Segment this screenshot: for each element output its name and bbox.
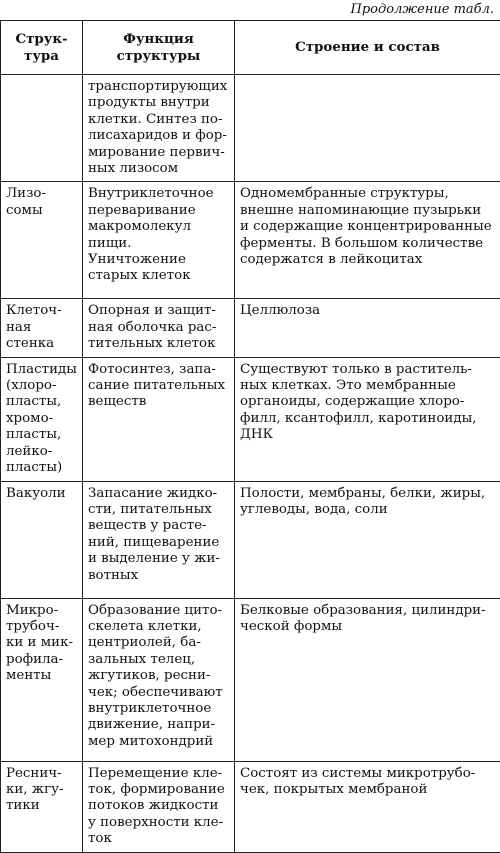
- cell-line: пласты,: [6, 427, 77, 443]
- cell-line: жгутиков, ресни-: [88, 668, 229, 684]
- cell-line: у поверхности кле-: [88, 815, 229, 831]
- cell-line: и содержащие концентрированные: [240, 219, 495, 235]
- table-row: [1, 357, 500, 481]
- cell-line: Состоят из системы микротрубо-: [240, 766, 495, 782]
- cell-line: (хлоро-: [6, 378, 77, 394]
- cell-line: сомы: [6, 203, 77, 219]
- cell-line: ки и мик-: [6, 635, 77, 651]
- cell-line: пласты,: [6, 394, 77, 410]
- header-structure: [1, 21, 83, 75]
- cell-function: [83, 481, 235, 598]
- cell-line: ток: [88, 831, 229, 847]
- cell-line: ДНК: [240, 427, 495, 443]
- cell-line: тительных клеток: [88, 336, 229, 352]
- cell-line: лисахаридов и фор-: [88, 128, 229, 144]
- cell-line: переваривание: [88, 203, 229, 219]
- header-line: тура: [5, 48, 78, 64]
- cell-line: чек; обеспечивают: [88, 685, 229, 701]
- cell-line: продукты внутри: [88, 95, 229, 111]
- cell-composition: [235, 761, 500, 852]
- cell-line: веществ: [88, 394, 229, 410]
- cell-line: и выделение у жи-: [88, 551, 229, 567]
- header-line: Функция: [87, 31, 230, 47]
- table-header-row: [1, 21, 500, 75]
- cell-line: ферменты. В большом количестве: [240, 236, 495, 252]
- cell-structure: [1, 357, 83, 481]
- cell-structure: [1, 481, 83, 598]
- cell-line: Запасание жидко-: [88, 486, 229, 502]
- table-row: [1, 761, 500, 852]
- cell-line: Опорная и защит-: [88, 303, 229, 319]
- cell-line: Лизо-: [6, 186, 77, 202]
- cell-line: рофила-: [6, 652, 77, 668]
- cell-line: сти, питательных: [88, 502, 229, 518]
- cell-line: органоиды, содержащие хлоро-: [240, 394, 495, 410]
- table-row: [1, 299, 500, 357]
- cell-line: вотных: [88, 568, 229, 584]
- table-row: [1, 75, 500, 182]
- cell-line: Существуют только в раститель-: [240, 362, 495, 378]
- cell-line: содержатся в лейкоцитах: [240, 252, 495, 268]
- cell-line: старых клеток: [88, 268, 229, 284]
- cell-line: Вакуоли: [6, 486, 77, 502]
- cell-composition: [235, 75, 500, 182]
- cell-line: Перемещение кле-: [88, 766, 229, 782]
- cell-structure: [1, 75, 83, 182]
- cell-line: клетки. Синтез по-: [88, 112, 229, 128]
- cell-line: ний, пищеварение: [88, 535, 229, 551]
- cell-line: транспортирующих: [88, 79, 229, 95]
- cell-line: филл, ксантофилл, каротиноиды,: [240, 411, 495, 427]
- cell-line: зальных телец,: [88, 652, 229, 668]
- cell-line: Целлюлоза: [240, 303, 495, 319]
- cell-line: Одномембранные структуры,: [240, 186, 495, 202]
- header-line: структуры: [87, 48, 230, 64]
- cell-line: Клеточ-: [6, 303, 77, 319]
- cell-line: трубоч-: [6, 619, 77, 635]
- cell-line: Фотосинтез, запа-: [88, 362, 229, 378]
- cell-line: сание питательных: [88, 378, 229, 394]
- cell-line: стенка: [6, 336, 77, 352]
- cell-line: внешне напоминающие пузырьки: [240, 203, 495, 219]
- cell-function: [83, 761, 235, 852]
- cell-line: макромолекул: [88, 219, 229, 235]
- cell-line: пищи.: [88, 236, 229, 252]
- cell-line: Уничтожение: [88, 252, 229, 268]
- cell-line: движение, напри-: [88, 717, 229, 733]
- header-line: Строение и состав: [239, 39, 496, 55]
- cell-line: менты: [6, 668, 77, 684]
- cell-line: ная: [6, 320, 77, 336]
- cell-structure: [1, 761, 83, 852]
- cell-line: пласты): [6, 460, 77, 476]
- cell-line: потоков жидкости: [88, 798, 229, 814]
- cell-function: [83, 598, 235, 761]
- table-row: [1, 182, 500, 299]
- cell-function: [83, 357, 235, 481]
- cell-line: Микро-: [6, 603, 77, 619]
- cell-line: Реснич-: [6, 766, 77, 782]
- cell-line: Пластиды: [6, 362, 77, 378]
- table-row: [1, 481, 500, 598]
- cell-function: [83, 75, 235, 182]
- cell-line: ческой формы: [240, 619, 495, 635]
- cell-line: хромо-: [6, 411, 77, 427]
- cell-line: ная оболочка рас-: [88, 320, 229, 336]
- cell-composition: [235, 182, 500, 299]
- cell-line: ток, формирование: [88, 782, 229, 798]
- cell-line: лейко-: [6, 444, 77, 460]
- cell-line: Белковые образования, цилиндри-: [240, 603, 495, 619]
- header-line: Струк-: [5, 31, 78, 47]
- cell-line: скелета клетки,: [88, 619, 229, 635]
- table-body: [1, 75, 500, 853]
- table-row: [1, 598, 500, 761]
- cell-structure: [1, 598, 83, 761]
- cell-structure: [1, 182, 83, 299]
- cell-line: ных клетках. Это мембранные: [240, 378, 495, 394]
- cell-line: чек, покрытых мембраной: [240, 782, 495, 798]
- cell-composition: [235, 299, 500, 357]
- cell-line: ки, жгу-: [6, 782, 77, 798]
- cell-function: [83, 299, 235, 357]
- cell-composition: [235, 357, 500, 481]
- cell-composition: [235, 481, 500, 598]
- organelles-table: [0, 20, 500, 853]
- cell-line: Образование цито-: [88, 603, 229, 619]
- cell-structure: [1, 299, 83, 357]
- header-function: [83, 21, 235, 75]
- cell-line: мер митохондрий: [88, 734, 229, 750]
- header-composition: [235, 21, 500, 75]
- continuation-label: Продолжение табл.: [351, 2, 494, 18]
- cell-line: мирование первич-: [88, 145, 229, 161]
- cell-line: Внутриклеточное: [88, 186, 229, 202]
- cell-line: ных лизосом: [88, 161, 229, 177]
- cell-line: Полости, мембраны, белки, жиры,: [240, 486, 495, 502]
- cell-function: [83, 182, 235, 299]
- cell-composition: [235, 598, 500, 761]
- cell-line: центриолей, ба-: [88, 635, 229, 651]
- cell-line: веществ у расте-: [88, 518, 229, 534]
- cell-line: тики: [6, 798, 77, 814]
- cell-line: внутриклеточное: [88, 701, 229, 717]
- cell-line: углеводы, вода, соли: [240, 502, 495, 518]
